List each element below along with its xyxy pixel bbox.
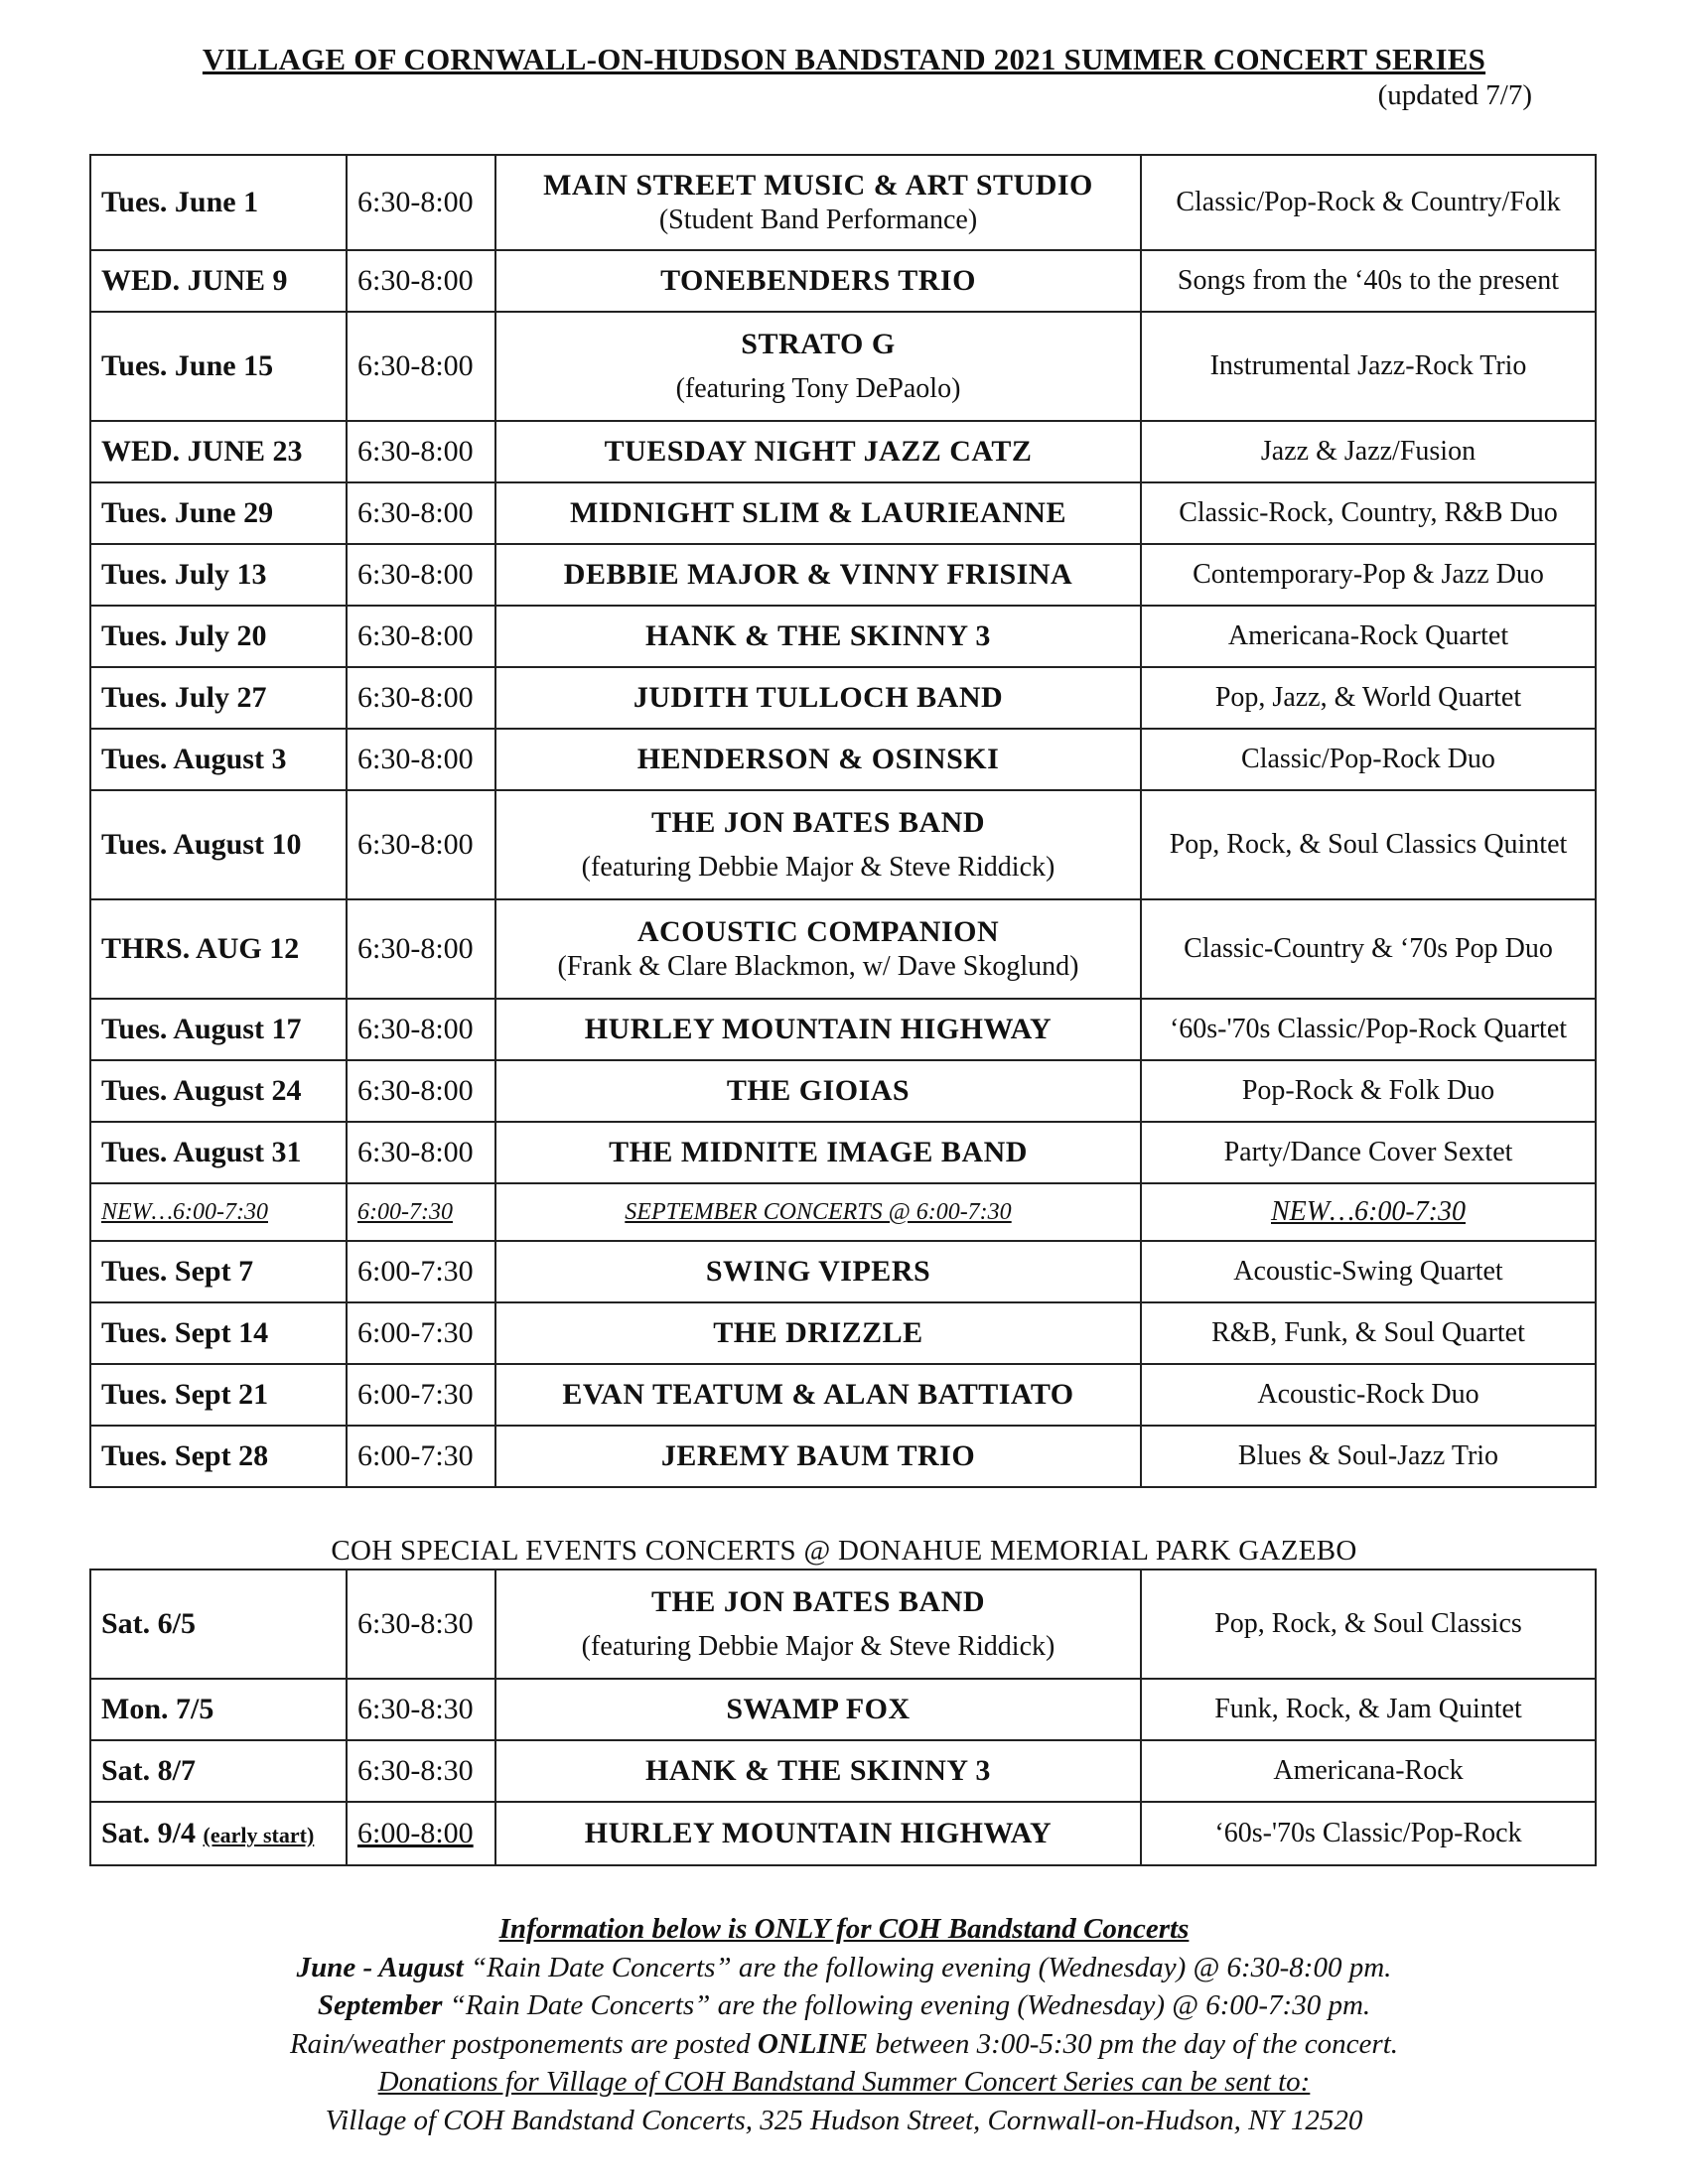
info-line-september-text: “Rain Date Concerts” are the following evening (Wednesday) @ 6:00-7:30 pm. [442,1989,1371,2021]
page-title: VILLAGE OF CORNWALL-ON-HUDSON BANDSTAND 2021 SUMMER CONCERT SERIES [202,42,1486,76]
date-cell: Tues. July 27 [90,667,347,729]
date-cell: Tues. June 15 [90,312,347,421]
time-cell: 6:30-8:00 [347,544,495,606]
band-cell [495,250,1141,312]
time-text: 6:00-8:00 [357,1817,474,1849]
genre-cell: Pop, Rock, & Soul Classics Quintet [1141,790,1596,899]
genre-cell: Funk, Rock, & Jam Quintet [1141,1679,1596,1740]
genre-cell: Classic-Country & ‘70s Pop Duo [1141,899,1596,999]
date-cell: Tues. August 3 [90,729,347,790]
band-cell [495,1740,1141,1802]
band-subtitle: (featuring Debbie Major & Steve Riddick) [581,1631,1055,1663]
time-cell: 6:30-8:00 [347,667,495,729]
time-cell: 6:30-8:00 [347,606,495,667]
time-text: 6:30-8:30 [357,1607,474,1640]
genre-cell: Classic-Rock, Country, R&B Duo [1141,482,1596,544]
info-line-address: Village of COH Bandstand Concerts, 325 Hudson Street, Cornwall-on-Hudson, NY 12520 [325,2104,1363,2136]
band-cell [495,482,1141,544]
time-cell: 6:30-8:00 [347,155,495,250]
band-cell [495,421,1141,482]
date-cell: Tues. August 10 [90,790,347,899]
date-cell: Tues. Sept 7 [90,1241,347,1302]
time-cell: 6:00-7:30 [347,1364,495,1426]
band-name: MIDNIGHT SLIM & LAURIEANNE [569,496,1066,529]
genre-cell: Songs from the ‘40s to the present [1141,250,1596,312]
special-events-heading: COH SPECIAL EVENTS CONCERTS @ DONAHUE MEMORIAL PARK GAZEBO [331,1535,1357,1567]
date-cell: WED. JUNE 23 [90,421,347,482]
band-name: HANK & THE SKINNY 3 [645,619,991,652]
band-name: HURLEY MOUNTAIN HIGHWAY [584,1013,1053,1045]
special-events-table [89,1569,1597,1866]
genre-cell: Jazz & Jazz/Fusion [1141,421,1596,482]
time-cell [347,1679,495,1740]
genre-cell: Instrumental Jazz-Rock Trio [1141,312,1596,421]
genre-cell: Pop, Rock, & Soul Classics [1141,1570,1596,1679]
table-row [90,544,1596,606]
genre-cell: Pop, Jazz, & World Quartet [1141,667,1596,729]
table-row [90,1183,1596,1241]
date-cell: Tues. August 17 [90,999,347,1060]
time-cell: 6:00-7:30 [347,1241,495,1302]
date-cell: Tues. Sept 14 [90,1302,347,1364]
band-cell [495,312,1141,421]
date-cell [90,1570,347,1679]
date-cell: THRS. AUG 12 [90,899,347,999]
table-row [90,1802,1596,1865]
info-line-summer [0,1949,1688,1987]
band-cell [495,1060,1141,1122]
band-name: MAIN STREET MUSIC & ART STUDIO [543,169,1093,203]
time-cell: 6:30-8:00 [347,899,495,999]
band-subtitle: (Frank & Clare Blackmon, w/ Dave Skoglund) [557,951,1079,983]
info-line-donations: Donations for Village of COH Bandstand Summer Concert Series can be sent to: [377,2066,1311,2098]
band-cell [495,1364,1141,1426]
time-cell [347,1802,495,1865]
table-row [90,1060,1596,1122]
date-text: Mon. 7/5 [101,1693,214,1725]
time-cell [347,1740,495,1802]
time-cell: 6:30-8:00 [347,1060,495,1122]
band-cell [495,667,1141,729]
info-line-summer-label: June - August [296,1951,464,1983]
info-line-postponements-online: ONLINE [757,2027,869,2060]
time-cell: 6:30-8:00 [347,729,495,790]
table-row [90,155,1596,250]
date-cell [90,1679,347,1740]
band-cell [495,155,1141,250]
info-line-september-label: September [317,1989,443,2021]
band-cell [495,1241,1141,1302]
band-cell [495,1426,1141,1487]
time-text: 6:30-8:30 [357,1754,474,1787]
band-cell [495,999,1141,1060]
date-text: Sat. 8/7 [101,1754,197,1787]
band-cell [495,1802,1141,1865]
band-cell [495,1302,1141,1364]
table-row [90,606,1596,667]
table-row [90,667,1596,729]
band-name: HURLEY MOUNTAIN HIGHWAY [584,1817,1053,1849]
date-cell [90,1740,347,1802]
bandstand-schedule-table [89,154,1597,1488]
band-cell [495,544,1141,606]
time-text: 6:30-8:30 [357,1693,474,1725]
band-cell [495,899,1141,999]
band-name: STRATO G [741,328,896,361]
band-cell [495,1679,1141,1740]
band-name: THE DRIZZLE [713,1316,923,1349]
band-name: HENDERSON & OSINSKI [636,743,1000,775]
date-text: Sat. 6/5 [101,1607,197,1640]
band-name: JUDITH TULLOCH BAND [633,681,1004,714]
band-cell [495,729,1141,790]
time-cell: 6:00-7:30 [347,1302,495,1364]
band-name: TUESDAY NIGHT JAZZ CATZ [604,435,1033,468]
table-row [90,1122,1596,1183]
time-cell: 6:30-8:00 [347,250,495,312]
early-start-note: (early start) [203,1823,315,1847]
time-cell: 6:30-8:00 [347,1122,495,1183]
table-row [90,421,1596,482]
table-row [90,1570,1596,1679]
band-name: THE MIDNITE IMAGE BAND [609,1136,1028,1168]
genre-cell: ‘60s-'70s Classic/Pop-Rock [1141,1802,1596,1865]
info-line-postponements-a: Rain/weather postponements are posted [289,2027,758,2060]
table-row [90,482,1596,544]
info-line-september [0,1986,1688,2025]
band-name: ACOUSTIC COMPANION [636,915,1000,949]
time-cell: 6:30-8:00 [347,999,495,1060]
date-cell: WED. JUNE 9 [90,250,347,312]
genre-cell: Americana-Rock Quartet [1141,606,1596,667]
info-line-summer-text: “Rain Date Concerts” are the following evening (Wednesday) @ 6:30-8:00 pm. [463,1951,1392,1983]
date-cell: Tues. July 13 [90,544,347,606]
table-row [90,1241,1596,1302]
band-name: DEBBIE MAJOR & VINNY FRISINA [563,558,1073,591]
table-row [90,999,1596,1060]
band-subtitle: (featuring Debbie Major & Steve Riddick) [581,852,1055,884]
band-name: THE GIOIAS [726,1074,911,1107]
band-cell [495,1122,1141,1183]
band-cell [495,606,1141,667]
table-row [90,899,1596,999]
table-row [90,1679,1596,1740]
date-cell: Tues. July 20 [90,606,347,667]
table-row [90,1302,1596,1364]
date-cell [90,1802,347,1865]
updated-note: (updated 7/7) [1377,79,1532,111]
info-heading: Information below is ONLY for COH Bandstand Concerts [498,1913,1190,1945]
band-name: EVAN TEATUM & ALAN BATTIATO [562,1378,1074,1411]
genre-cell: R&B, Funk, & Soul Quartet [1141,1302,1596,1364]
genre-cell: Classic/Pop-Rock Duo [1141,729,1596,790]
band-subtitle: (Student Band Performance) [658,205,978,236]
band-cell: SEPTEMBER CONCERTS @ 6:00-7:30 [495,1183,1141,1241]
info-line-postponements-b: between 3:00-5:30 pm the day of the concert. [868,2027,1399,2060]
band-name: JEREMY BAUM TRIO [660,1439,976,1472]
time-cell: 6:30-8:00 [347,482,495,544]
table-row [90,250,1596,312]
genre-cell: Pop-Rock & Folk Duo [1141,1060,1596,1122]
date-cell: Tues. June 1 [90,155,347,250]
genre-cell: Acoustic-Rock Duo [1141,1364,1596,1426]
table-row [90,1364,1596,1426]
info-section [0,1910,1688,2139]
band-cell [495,790,1141,899]
time-cell: 6:00-7:30 [347,1426,495,1487]
band-subtitle: (featuring Tony DePaolo) [675,373,961,405]
date-cell: Tues. August 31 [90,1122,347,1183]
genre-cell: Americana-Rock [1141,1740,1596,1802]
table-row [90,312,1596,421]
genre-cell: Contemporary-Pop & Jazz Duo [1141,544,1596,606]
time-cell: 6:30-8:00 [347,790,495,899]
date-cell: Tues. Sept 28 [90,1426,347,1487]
date-cell: Tues. August 24 [90,1060,347,1122]
genre-cell: NEW…6:00-7:30 [1141,1183,1596,1241]
table-row [90,1740,1596,1802]
time-cell: 6:00-7:30 [347,1183,495,1241]
date-text: Sat. 9/4 [101,1817,197,1849]
date-cell: Tues. June 29 [90,482,347,544]
band-name: SWING VIPERS [705,1255,931,1288]
info-line-postponements [0,2025,1688,2064]
genre-cell: Party/Dance Cover Sextet [1141,1122,1596,1183]
table-row [90,790,1596,899]
band-cell [495,1570,1141,1679]
date-cell: NEW…6:00-7:30 [90,1183,347,1241]
time-cell: 6:30-8:00 [347,421,495,482]
genre-cell: Acoustic-Swing Quartet [1141,1241,1596,1302]
band-name: THE JON BATES BAND [650,1585,985,1619]
band-name: HANK & THE SKINNY 3 [645,1754,991,1787]
genre-cell: ‘60s-'70s Classic/Pop-Rock Quartet [1141,999,1596,1060]
table-row [90,1426,1596,1487]
time-cell: 6:30-8:00 [347,312,495,421]
table-row [90,729,1596,790]
date-cell: Tues. Sept 21 [90,1364,347,1426]
band-name: SWAMP FOX [726,1693,911,1725]
band-name: TONEBENDERS TRIO [660,264,976,297]
band-name: THE JON BATES BAND [650,806,985,840]
time-cell [347,1570,495,1679]
genre-cell: Classic/Pop-Rock & Country/Folk [1141,155,1596,250]
genre-cell: Blues & Soul-Jazz Trio [1141,1426,1596,1487]
